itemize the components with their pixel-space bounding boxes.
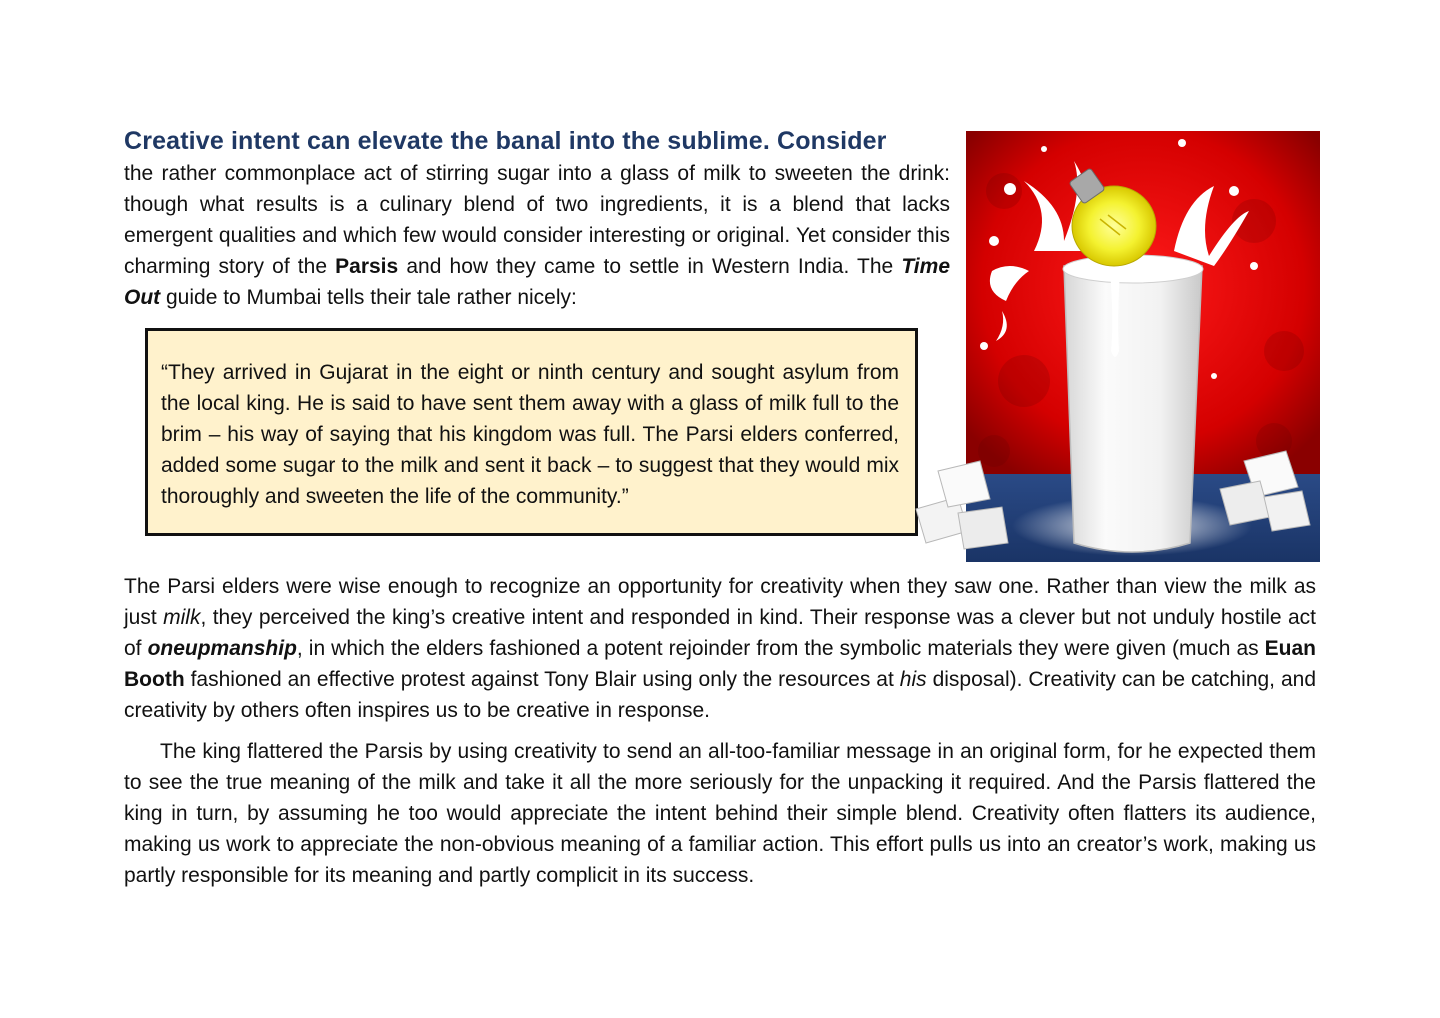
para1-text-3: , in which the elders fashioned a potent rejoinder from the symbolic materials they were given (much as <box>296 637 1265 660</box>
milk-glass <box>1064 266 1202 552</box>
oneupmanship-term: oneupmanship <box>147 637 297 660</box>
lead-text-1: the rather commonplace act of stirring sugar into a glass of milk to sweeten the drink: though what results is a culinary blend of two ingredients, it is a blend that lacks emergent qualities and which few would consider interesting or original. Yet consider this charming story of the <box>124 162 950 278</box>
euan-booth-term: Euan Booth <box>124 637 1316 691</box>
paragraph-2: The king flattered the Parsis by using creativity to send an all-too-familiar message in an original form, for he expected them to see the true meaning of the milk and take it all the more seriously for the unpacking it required. And the Parsis flattered the king in turn, by assuming he too would appreciate the intent behind their simple blend. Creativity often flatters its audience, making us work to appreciate the non-obvious meaning of a familiar action. This effort pulls us into an creator’s work, making us partly responsible for its meaning and partly complicit in its success. <box>124 740 1316 887</box>
milk-glass-lightbulb-illustration <box>914 131 1320 562</box>
para1-text-4: fashioned an effective protest against Tony Blair using only the resources at <box>184 668 900 691</box>
milk-glass-illustration <box>914 131 1320 562</box>
his-term: his <box>899 668 927 691</box>
time-out-title: Time Out <box>124 255 950 309</box>
body-text <box>124 571 1316 901</box>
lead-block <box>124 124 950 313</box>
para1-text-1: The Parsi elders were wise enough to recognize an opportunity for creativity when they saw one. Rather than view the milk as just <box>124 575 1316 629</box>
quote-box <box>145 328 918 536</box>
parsis-term: Parsis <box>335 255 399 278</box>
para1-text-5: disposal). Creativity can be catching, and creativity by others often inspires us to be creative in response. <box>124 668 1316 722</box>
lead-text-2: and how they came to settle in Western India. The <box>398 255 902 278</box>
milk-term: milk <box>163 606 201 629</box>
lead-paragraph <box>124 158 950 313</box>
paragraph-1 <box>124 571 1316 726</box>
section-heading: Creative intent can elevate the banal into the sublime. Consider <box>124 127 887 155</box>
lead-text-3: guide to Mumbai tells their tale rather nicely: <box>160 286 577 309</box>
para1-text-2: , they perceived the king’s creative intent and responded in kind. Their response was a clever but not unduly hostile act of <box>124 606 1317 660</box>
quote-text: “They arrived in Gujarat in the eight or ninth century and sought asylum from the local king. He is said to have sent them away with a glass of milk full to the brim – his way of saying that his kingdom was full. The Parsi elders conferred, added some sugar to the milk and sent it back – to suggest that they would mix thoroughly and sweeten the life of the community.” <box>161 361 899 508</box>
